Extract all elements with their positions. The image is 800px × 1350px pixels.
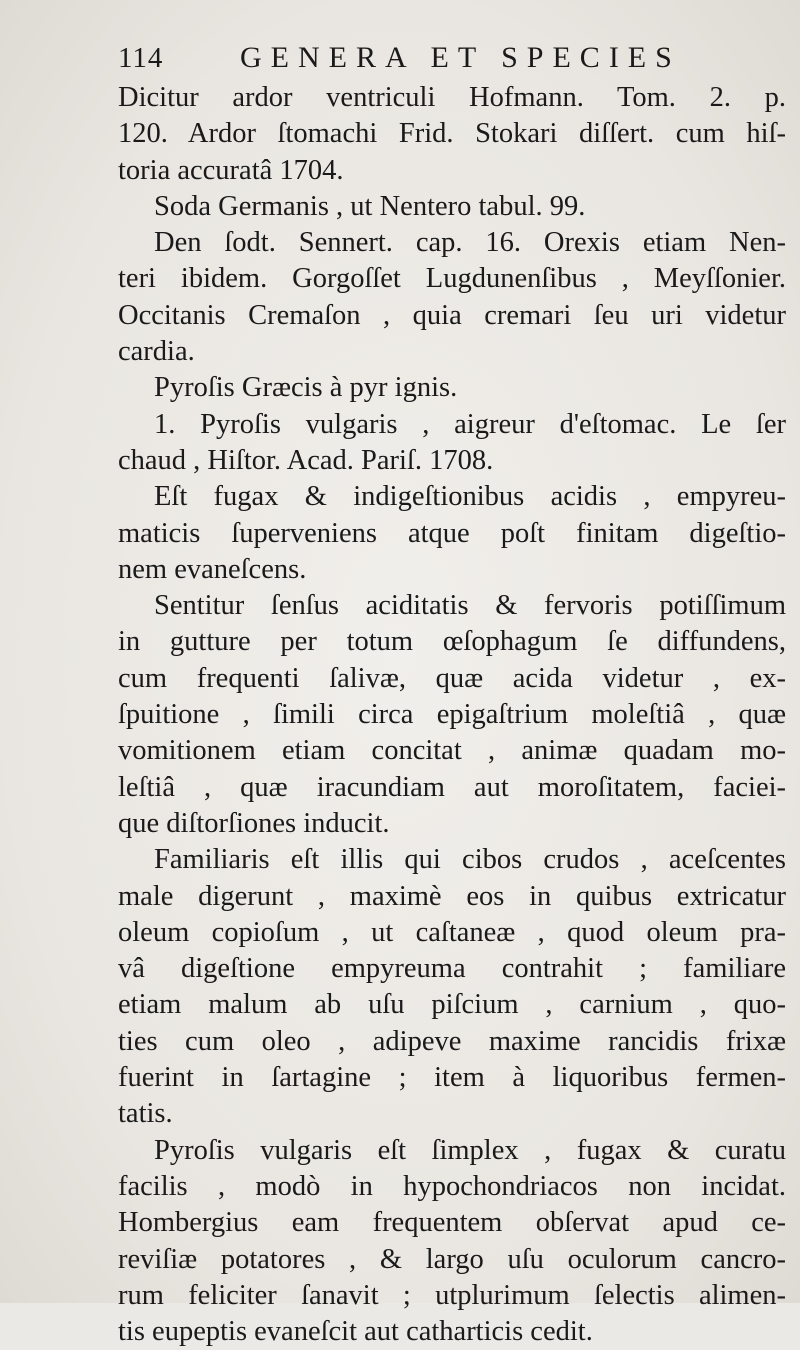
text-line: in gutture per totum œſophagum ſe diffundens,: [118, 626, 786, 658]
page-number: 114: [118, 42, 164, 74]
paragraph: [118, 842, 786, 1132]
body-text: [118, 80, 786, 1350]
text-line: oleum copioſum , ut caſtaneæ , quod oleum pra-: [118, 916, 786, 948]
text-line: Pyroſis vulgaris eſt ſimplex , fugax & curatu: [154, 1134, 786, 1166]
text-line: teri ibidem. Gorgoſſet Lugdunenſibus , Meyſſonier.: [118, 263, 786, 295]
text-line: nem evaneſcens.: [118, 553, 307, 585]
text-line: Eſt fugax & indigeſtionibus acidis , empyreu-: [154, 481, 786, 513]
text-line: fuerint in ſartagine ; item à liquoribus fermen-: [118, 1062, 786, 1094]
text-line: reviſiæ potatores , & largo uſu oculorum cancro-: [118, 1243, 786, 1275]
text-line: Pyroſis Græcis à pyr ignis.: [154, 372, 458, 404]
text-line: Dicitur ardor ventriculi Hofmann. Tom. 2. p.: [118, 82, 786, 113]
text-line: 120. Ardor ſtomachi Frid. Stokari diſſert. cum hiſ-: [118, 118, 786, 150]
text-line: cardia.: [118, 336, 195, 368]
text-line: maticis ſuperveniens atque poſt finitam digeſtio-: [118, 517, 786, 549]
text-line: tis eupeptis evaneſcit aut catharticis cedit.: [118, 1316, 593, 1348]
text-line: vâ digeſtione empyreuma contrahit ; familiare: [118, 953, 786, 985]
text-line: que diſtorſiones inducit.: [118, 807, 390, 839]
page-header: [118, 40, 786, 80]
text-line: ſpuitione , ſimili circa epigaſtrium moleſtiâ , quæ: [118, 699, 786, 731]
paragraph: [118, 370, 786, 406]
text-line: toria accuratâ 1704.: [118, 154, 344, 186]
text-line: etiam malum ab uſu piſcium , carnium , quo-: [118, 989, 786, 1021]
text-line: ties cum oleo , adipeve maxime rancidis frixæ: [118, 1025, 786, 1057]
paragraph: [118, 189, 786, 225]
text-line: rum feliciter ſanavit ; utplurimum ſelectis alimen-: [118, 1279, 786, 1311]
text-line: Sentitur ſenſus aciditatis & fervoris potiſſimum: [154, 590, 786, 622]
text-line: Familiaris eſt illis qui cibos crudos , aceſcentes: [154, 844, 786, 876]
paragraph: [118, 225, 786, 370]
text-line: Hombergius eam frequentem obſervat apud ce-: [118, 1207, 786, 1239]
text-line: Den ſodt. Sennert. cap. 16. Orexis etiam Nen-: [154, 227, 786, 259]
text-line: chaud , Hiſtor. Acad. Pariſ. 1708.: [118, 444, 494, 476]
running-head: GENERA ET SPECIES: [240, 41, 681, 74]
paragraph: [118, 80, 786, 189]
text-line: facilis , modò in hypochondriacos non incidat.: [118, 1170, 786, 1202]
paragraph: [118, 479, 786, 588]
text-line: 1. Pyroſis vulgaris , aigreur d'eſtomac. Le ſer: [154, 408, 786, 440]
paragraph: [118, 1133, 786, 1350]
text-line: vomitionem etiam concitat , animæ quadam mo-: [118, 735, 786, 767]
text-line: male digerunt , maximè eos in quibus extricatur: [118, 880, 786, 912]
paragraph: [118, 407, 786, 480]
text-line: Soda Germanis , ut Nentero tabul. 99.: [154, 190, 586, 222]
text-block: [118, 40, 786, 1350]
text-line: leſtiâ , quæ iracundiam aut moroſitatem, faciei-: [118, 771, 786, 803]
text-line: Occitanis Cremaſon , quia cremari ſeu uri videtur: [118, 299, 786, 331]
text-line: cum frequenti ſalivæ, quæ acida videtur , ex-: [118, 662, 786, 694]
paragraph: [118, 588, 786, 842]
text-line: tatis.: [118, 1098, 173, 1130]
